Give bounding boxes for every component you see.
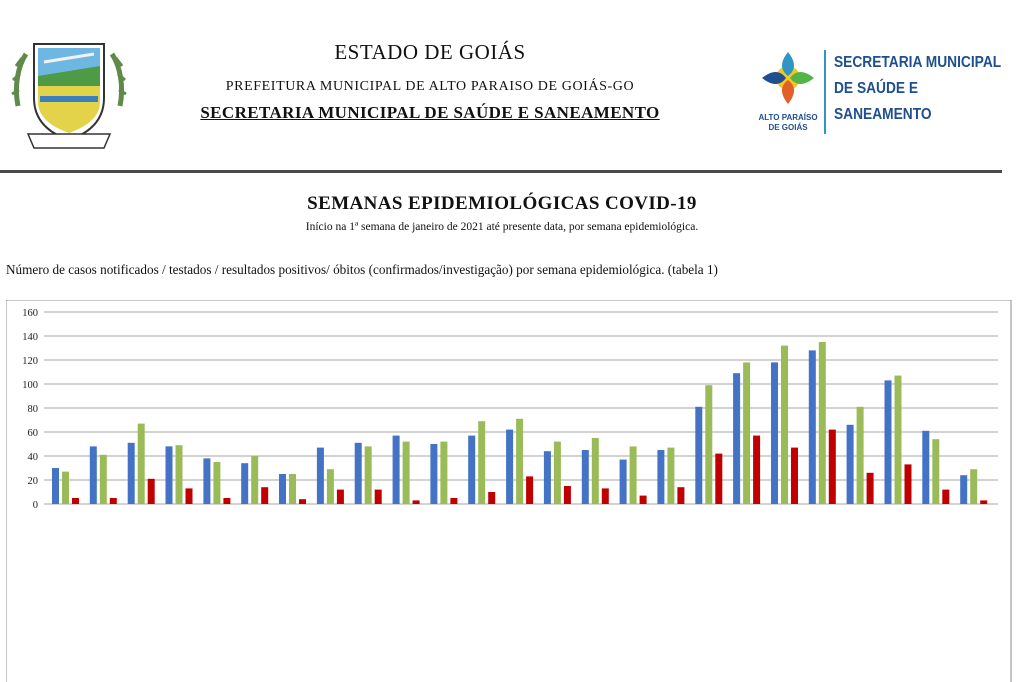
bar-series-3-week-25 — [980, 500, 987, 504]
bar-series-1-week-8 — [317, 448, 324, 504]
bar-series-2-week-2 — [100, 455, 107, 504]
bar-series-1-week-14 — [544, 451, 551, 504]
bar-series-1-week-13 — [506, 430, 513, 504]
bar-series-2-week-7 — [289, 474, 296, 504]
bar-series-1-week-16 — [620, 460, 627, 504]
bar-series-3-week-16 — [640, 496, 647, 504]
bar-series-1-week-23 — [885, 380, 892, 504]
bar-series-1-week-17 — [657, 450, 664, 504]
y-tick-label: 0 — [32, 500, 38, 511]
bar-series-3-week-1 — [72, 498, 79, 504]
bar-series-3-week-12 — [488, 492, 495, 504]
bar-series-1-week-22 — [847, 425, 854, 504]
y-tick-label: 140 — [22, 332, 38, 343]
bar-series-3-week-7 — [299, 499, 306, 504]
bar-series-2-week-3 — [138, 424, 145, 504]
bar-series-2-week-18 — [705, 385, 712, 504]
bar-series-3-week-6 — [261, 487, 268, 504]
y-tick-label: 120 — [22, 356, 38, 367]
bar-series-3-week-17 — [677, 487, 684, 504]
y-tick-label: 160 — [22, 308, 38, 319]
bar-series-2-week-21 — [819, 342, 826, 504]
bar-series-3-week-15 — [602, 488, 609, 504]
bar-series-2-week-11 — [440, 442, 447, 504]
bar-series-2-week-1 — [62, 472, 69, 504]
y-tick-label: 100 — [22, 380, 38, 391]
bar-series-2-week-5 — [213, 462, 220, 504]
bar-series-1-week-4 — [166, 446, 173, 504]
bar-series-3-week-9 — [375, 490, 382, 504]
bar-series-1-week-1 — [52, 468, 59, 504]
bar-series-3-week-24 — [942, 490, 949, 504]
y-tick-label: 20 — [27, 476, 38, 487]
secretaria-logo-line-3: SANEAMENTO — [834, 106, 932, 123]
bar-series-2-week-19 — [743, 362, 750, 504]
bar-series-2-week-22 — [857, 407, 864, 504]
bar-series-3-week-20 — [791, 448, 798, 504]
y-tick-label: 80 — [27, 404, 38, 415]
municipal-coat-of-arms-icon — [8, 36, 130, 152]
y-tick-label: 60 — [27, 428, 38, 439]
report-subtitle: Início na 1ª semana de janeiro de 2021 até presente data, por semana epidemiológica. — [305, 221, 699, 233]
report-title: SEMANAS EPIDEMIOLÓGICAS COVID-19 — [307, 193, 697, 214]
bar-series-3-week-22 — [867, 473, 874, 504]
letterhead — [0, 0, 1024, 172]
bar-series-3-week-3 — [148, 479, 155, 504]
bar-series-3-week-8 — [337, 490, 344, 504]
bar-series-1-week-11 — [430, 444, 437, 504]
bar-series-2-week-16 — [630, 446, 637, 504]
bar-series-2-week-13 — [516, 419, 523, 504]
bar-series-3-week-2 — [110, 498, 117, 504]
bar-series-1-week-20 — [771, 362, 778, 504]
bar-series-2-week-17 — [667, 448, 674, 504]
logo-divider — [824, 50, 826, 134]
bar-series-2-week-15 — [592, 438, 599, 504]
bar-series-2-week-4 — [176, 445, 183, 504]
bar-series-1-week-18 — [695, 407, 702, 504]
bar-series-2-week-10 — [403, 442, 410, 504]
bar-series-3-week-19 — [753, 436, 760, 504]
bar-series-1-week-19 — [733, 373, 740, 504]
bar-series-1-week-9 — [355, 443, 362, 504]
bar-series-2-week-24 — [932, 439, 939, 504]
bar-series-1-week-25 — [960, 475, 967, 504]
bar-series-1-week-21 — [809, 350, 816, 504]
bar-series-2-week-9 — [365, 446, 372, 504]
secretaria-logo-line-1: SECRETARIA MUNICIPAL — [834, 54, 1002, 71]
bar-series-3-week-21 — [829, 430, 836, 504]
header-divider — [0, 170, 1002, 173]
epidemiological-weeks-bar-chart — [6, 300, 1012, 682]
bar-series-1-week-2 — [90, 446, 97, 504]
bar-series-1-week-3 — [128, 443, 135, 504]
secretaria-title: SECRETARIA MUNICIPAL DE SAÚDE E SANEAMENTO — [200, 103, 660, 122]
secretaria-logo-line-2: DE SAÚDE E — [834, 80, 919, 97]
bar-series-3-week-4 — [186, 488, 193, 504]
bar-series-1-week-7 — [279, 474, 286, 504]
y-tick-label: 40 — [27, 452, 38, 463]
bar-series-1-week-15 — [582, 450, 589, 504]
bar-series-3-week-11 — [450, 498, 457, 504]
state-title: ESTADO DE GOIÁS — [334, 40, 526, 64]
bar-series-2-week-20 — [781, 346, 788, 504]
bar-series-1-week-24 — [922, 431, 929, 504]
bar-series-3-week-13 — [526, 476, 533, 504]
bar-series-3-week-10 — [413, 500, 420, 504]
bar-series-1-week-5 — [203, 458, 210, 504]
bar-series-2-week-23 — [895, 376, 902, 504]
logo-caption-line-2: DE GOIÁS — [768, 123, 808, 132]
health-secretariat-logo-icon — [752, 48, 824, 136]
prefeitura-title: PREFEITURA MUNICIPAL DE ALTO PARAISO DE GOIÁS-GO — [225, 79, 635, 94]
chart-description: Número de casos notificados / testados / resultados positivos/ óbitos (confirmados/investigação) por semana epidemiológica. (tabela 1) — [6, 262, 718, 277]
logo-caption-line-1: ALTO PARAÍSO — [758, 113, 818, 122]
bar-series-3-week-5 — [223, 498, 230, 504]
bar-series-1-week-10 — [393, 436, 400, 504]
bar-series-3-week-23 — [905, 464, 912, 504]
bar-series-2-week-14 — [554, 442, 561, 504]
bar-series-2-week-12 — [478, 421, 485, 504]
bar-series-2-week-6 — [251, 456, 258, 504]
bar-series-3-week-18 — [715, 454, 722, 504]
bar-series-2-week-8 — [327, 469, 334, 504]
bar-series-3-week-14 — [564, 486, 571, 504]
bar-series-1-week-6 — [241, 463, 248, 504]
bar-series-1-week-12 — [468, 436, 475, 504]
bar-series-2-week-25 — [970, 469, 977, 504]
secretaria-logo-text — [834, 50, 1024, 128]
